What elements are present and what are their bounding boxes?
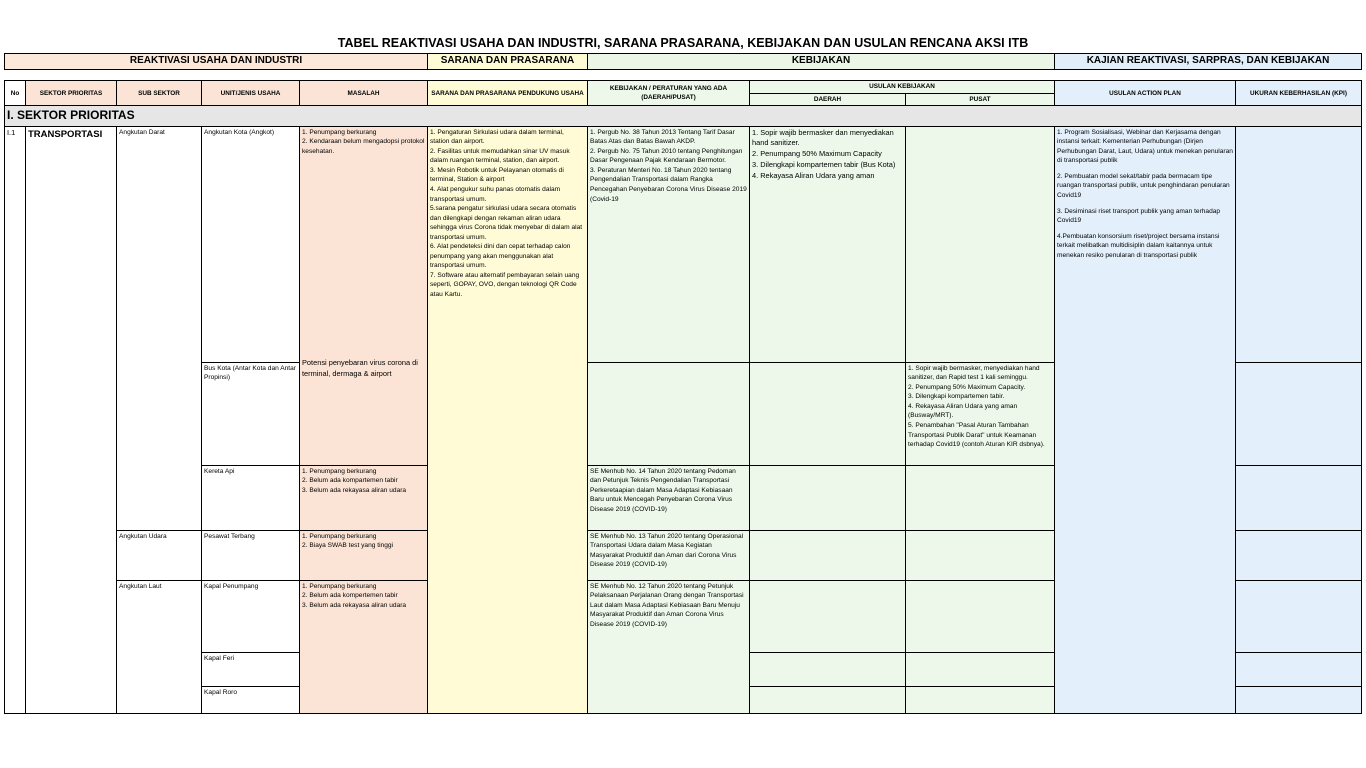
kpi-angkot [1236,126,1362,362]
header-sektor: SEKTOR PRIORITAS [26,81,117,106]
masalah-kereta [300,465,428,530]
header-sarana: SARANA DAN PRASARANA PENDUKUNG USAHA [428,81,588,106]
masalah-kapal-3: 3. Belum ada rekayasa aliran udara [302,601,407,609]
sarana-4: 4. Alat pengukur suhu panas otomatis dalam transportasi umum. [430,185,561,203]
usulan-pusat-pesawat [906,530,1055,580]
masalah-angkot-2: 2. Kendaraan belum mengadopsi protokol kesehatan. [302,138,425,155]
action-4: 4.Pembuatan konsorsium riset/project bersama instansi terkait melibatkan multidisiplin dalam kaitannya untuk menekan resiko penularan di transportasi publik [1057,232,1220,259]
usulan-daerah-kereta [750,465,906,530]
header-sub-sektor: SUB SEKTOR [117,81,202,106]
daerah-angkot-2: 2. Penumpang 50% Maximum Capacity [752,149,882,159]
unit-kapal-penumpang: Kapal Penumpang [202,580,300,652]
kpi-kapal-feri [1236,652,1362,686]
category-kebijakan: KEBIJAKAN [588,54,1055,70]
header-action-plan: USULAN ACTION PLAN [1055,81,1236,106]
unit-pesawat: Pesawat Terbang [202,530,300,580]
sarana-2: 2. Fasilitas untuk memudahkan sinar UV masuk dalam ruangan terminal, station, dan airport. [430,147,570,165]
daerah-angkot-1: 1. Sopir wajib bermasker dan menyediakan hand sanitizer. [752,127,894,148]
sarana-7: 7. Software atau alternatif pembayaran selain uang seperti, GOPAY, OVO, dengan teknologi QR Code atau Kartu. [430,271,580,298]
header-usulan-kebijakan: USULAN KEBIJAKAN [750,81,1055,94]
header-daerah: DAERAH [750,94,906,106]
kebijakan-angkot-1: 1. Pergub No. 38 Tahun 2013 Tentang Tarif Dasar Batas Atas dan Batas Bawah AKDP. [590,128,735,146]
usulan-pusat-kapal-feri [906,652,1055,686]
header-masalah: MASALAH [300,81,428,106]
sektor-transportasi: TRANSPORTASI [26,126,117,713]
action-1: 1. Program Sosialisasi, Webinar dan Kerjasama dengan instansi terkait: Kementerian Perhubungan (Dirjen Perhubungan Darat, Laut, Udara) untuk menekan penularan di transportasi publik [1057,128,1233,165]
action-plan [1055,126,1236,713]
usulan-pusat-kapal-penumpang [906,580,1055,652]
pusat-bus-3: 3. Dilengkapi kompartemen tabir. [908,393,1005,401]
masalah-bus: Potensi penyebaran virus corona di terminal, dermaga & airport [302,358,418,379]
masalah-kereta-3: 3. Belum ada rekayasa aliran udara [302,486,407,494]
sarana-6: 6. Alat pendeteksi dini dan cepat terhadap calon penumpang yang akan menggunakan alat transportasi umum. [430,243,571,270]
header-pusat: PUSAT [906,94,1055,106]
kebijakan-kereta: SE Menhub No. 14 Tahun 2020 tentang Pedoman dan Petunjuk Teknis Pengendalian Transportasi Perkeretaapian dalam Masa Adaptasi Kebiasaan Baru untuk Mencegah Penyebaran Corona Virus Disease 2019 (COVID-19) [588,465,750,530]
daerah-angkot-3: 3. Dilengkapi kompartemen tabir (Bus Kota) [752,159,896,169]
header-no: No [5,81,26,106]
category-kajian: KAJIAN REAKTIVASI, SARPRAS, DAN KEBIJAKAN [1055,54,1362,70]
masalah-angkot-1: 1. Penumpang berkurang [302,128,377,136]
category-reaktivasi: REAKTIVASI USAHA DAN INDUSTRI [5,54,428,70]
kpi-bus [1236,362,1362,465]
masalah-pesawat-2: 2. Biaya SWAB test yang tinggi [302,542,394,550]
pusat-bus-5: 5. Penambahan "Pasal Aturan Tambahan Transportasi Publik Darat" untuk Keamanan terhadap Covid19 (contoh Aturan KIR dsbnya). [908,421,1045,449]
sub-sektor-udara: Angkutan Udara [117,530,202,580]
sub-sektor-laut: Angkutan Laut [117,580,202,713]
usulan-daerah-pesawat [750,530,906,580]
sarana-prasarana [428,126,588,713]
kpi-pesawat [1236,530,1362,580]
header-unit: UNIT/JENIS USAHA [202,81,300,106]
pusat-bus-2: 2. Penumpang 50% Maximum Capacity. [908,383,1026,391]
masalah-kereta-1: 1. Penumpang berkurang [302,467,377,475]
unit-kapal-roro: Kapal Roro [202,686,300,713]
usulan-pusat-kapal-roro [906,686,1055,713]
action-3: 3. Desiminasi riset transport publik yang aman terhadap Covid19 [1057,207,1221,225]
sub-sektor-darat: Angkutan Darat [117,126,202,530]
usulan-pusat-angkot [906,126,1055,362]
kebijakan-pesawat: SE Menhub No. 13 Tahun 2020 tentang Operasional Transportasi Udara dalam Masa Kegiatan Masyarakat Produktif dan Aman dari Corona Virus Disease 2019 (COVID-19) [588,530,750,580]
usulan-daerah-kapal-roro [750,686,906,713]
section-title: I. SEKTOR PRIORITAS [5,106,1362,126]
row-number: I.1 [5,126,26,713]
unit-kapal-feri: Kapal Feri [202,652,300,686]
usulan-daerah-kapal-feri [750,652,906,686]
sarana-3: 3. Mesin Robotik untuk Pelayanan otomatis di terminal, Station & airport [430,166,564,184]
usulan-daerah-kapal-penumpang [750,580,906,652]
masalah-kapal-1: 1. Penumpang berkurang [302,582,377,590]
usulan-pusat-kereta [906,465,1055,530]
kebijakan-angkot-3: 3. Peraturan Menteri No. 18 Tahun 2020 tentang Pengendalian Transportasi dalam Rangka Pencegahan Penyebaran Corona Virus Disease 2019 (Covid-19 [590,166,747,203]
usulan-pusat-bus [906,362,1055,465]
header-kebijakan-ada: KEBIJAKAN / PERATURAN YANG ADA (DAERAH/PUSAT) [588,81,750,106]
kebijakan-bus [588,362,750,465]
pusat-bus-4: 4. Rekayasa Aliran Udara yang aman (Busway/MRT). [908,402,1018,420]
masalah-kereta-2: 2. Belum ada kompartemen tabir [302,477,398,485]
kpi-kapal-roro [1236,686,1362,713]
category-header-table [4,53,1362,70]
masalah-kapal-2: 2. Belum ada kompertemen tabir [302,592,398,600]
unit-angkot: Angkutan Kota (Angkot) [202,126,300,362]
header-kpi: UKURAN KEBERHASILAN (KPI) [1236,81,1362,106]
sarana-5: 5.sarana pengatur sirkulasi udara secara otomatis dan dilengkapi dengan rekaman aliran udara sehingga virus Corona tidak menyebar di dalam alat transportasi umum. [430,205,583,241]
pusat-bus-1: 1. Sopir wajib bermasker, menyediakan hand sanitizer, dan Rapid test 1 kali seminggu. [908,364,1040,382]
category-sarana: SARANA DAN PRASARANA [428,54,588,70]
main-table [4,80,1362,714]
kebijakan-kapal: SE Menhub No. 12 Tahun 2020 tentang Petunjuk Pelaksanaan Perjalanan Orang dengan Transportasi Laut dalam Masa Adaptasi Kebiasaan Baru Menuju Masyarakat Produktif dan Aman Corona Virus Disease 2019 (COVID-19) [588,580,750,713]
usulan-daerah-bus [750,362,906,465]
unit-kereta: Kereta Api [202,465,300,530]
sarana-1: 1. Pengaturan Sirkulasi udara dalam terminal, station dan airport. [430,128,564,146]
kpi-kereta [1236,465,1362,530]
unit-bus: Bus Kota (Antar Kota dan Antar Propinsi) [202,362,300,465]
masalah-angkot [300,126,428,465]
kebijakan-angkot-2: 2. Pergub No. 75 Tahun 2010 tentang Penghitungan Dasar Pengenaan Pajak Kendaraan Bermotor. [590,147,743,165]
masalah-kapal [300,580,428,713]
masalah-pesawat [300,530,428,580]
page-title: TABEL REAKTIVASI USAHA DAN INDUSTRI, SARANA PRASARANA, KEBIJAKAN DAN USULAN RENCANA AKSI ITB [337,36,1029,50]
action-2: 2. Pembuatan model sekat/tabir pada bermacam tipe ruangan transportasi publik, untuk penghindaran penularan Covid19 [1057,172,1230,199]
kpi-kapal-penumpang [1236,580,1362,652]
kebijakan-angkot [588,126,750,362]
usulan-daerah-angkot [750,126,906,362]
masalah-pesawat-1: 1. Penumpang berkurang [302,532,377,540]
daerah-angkot-4: 4. Rekayasa Aliran Udara yang aman [752,170,875,180]
